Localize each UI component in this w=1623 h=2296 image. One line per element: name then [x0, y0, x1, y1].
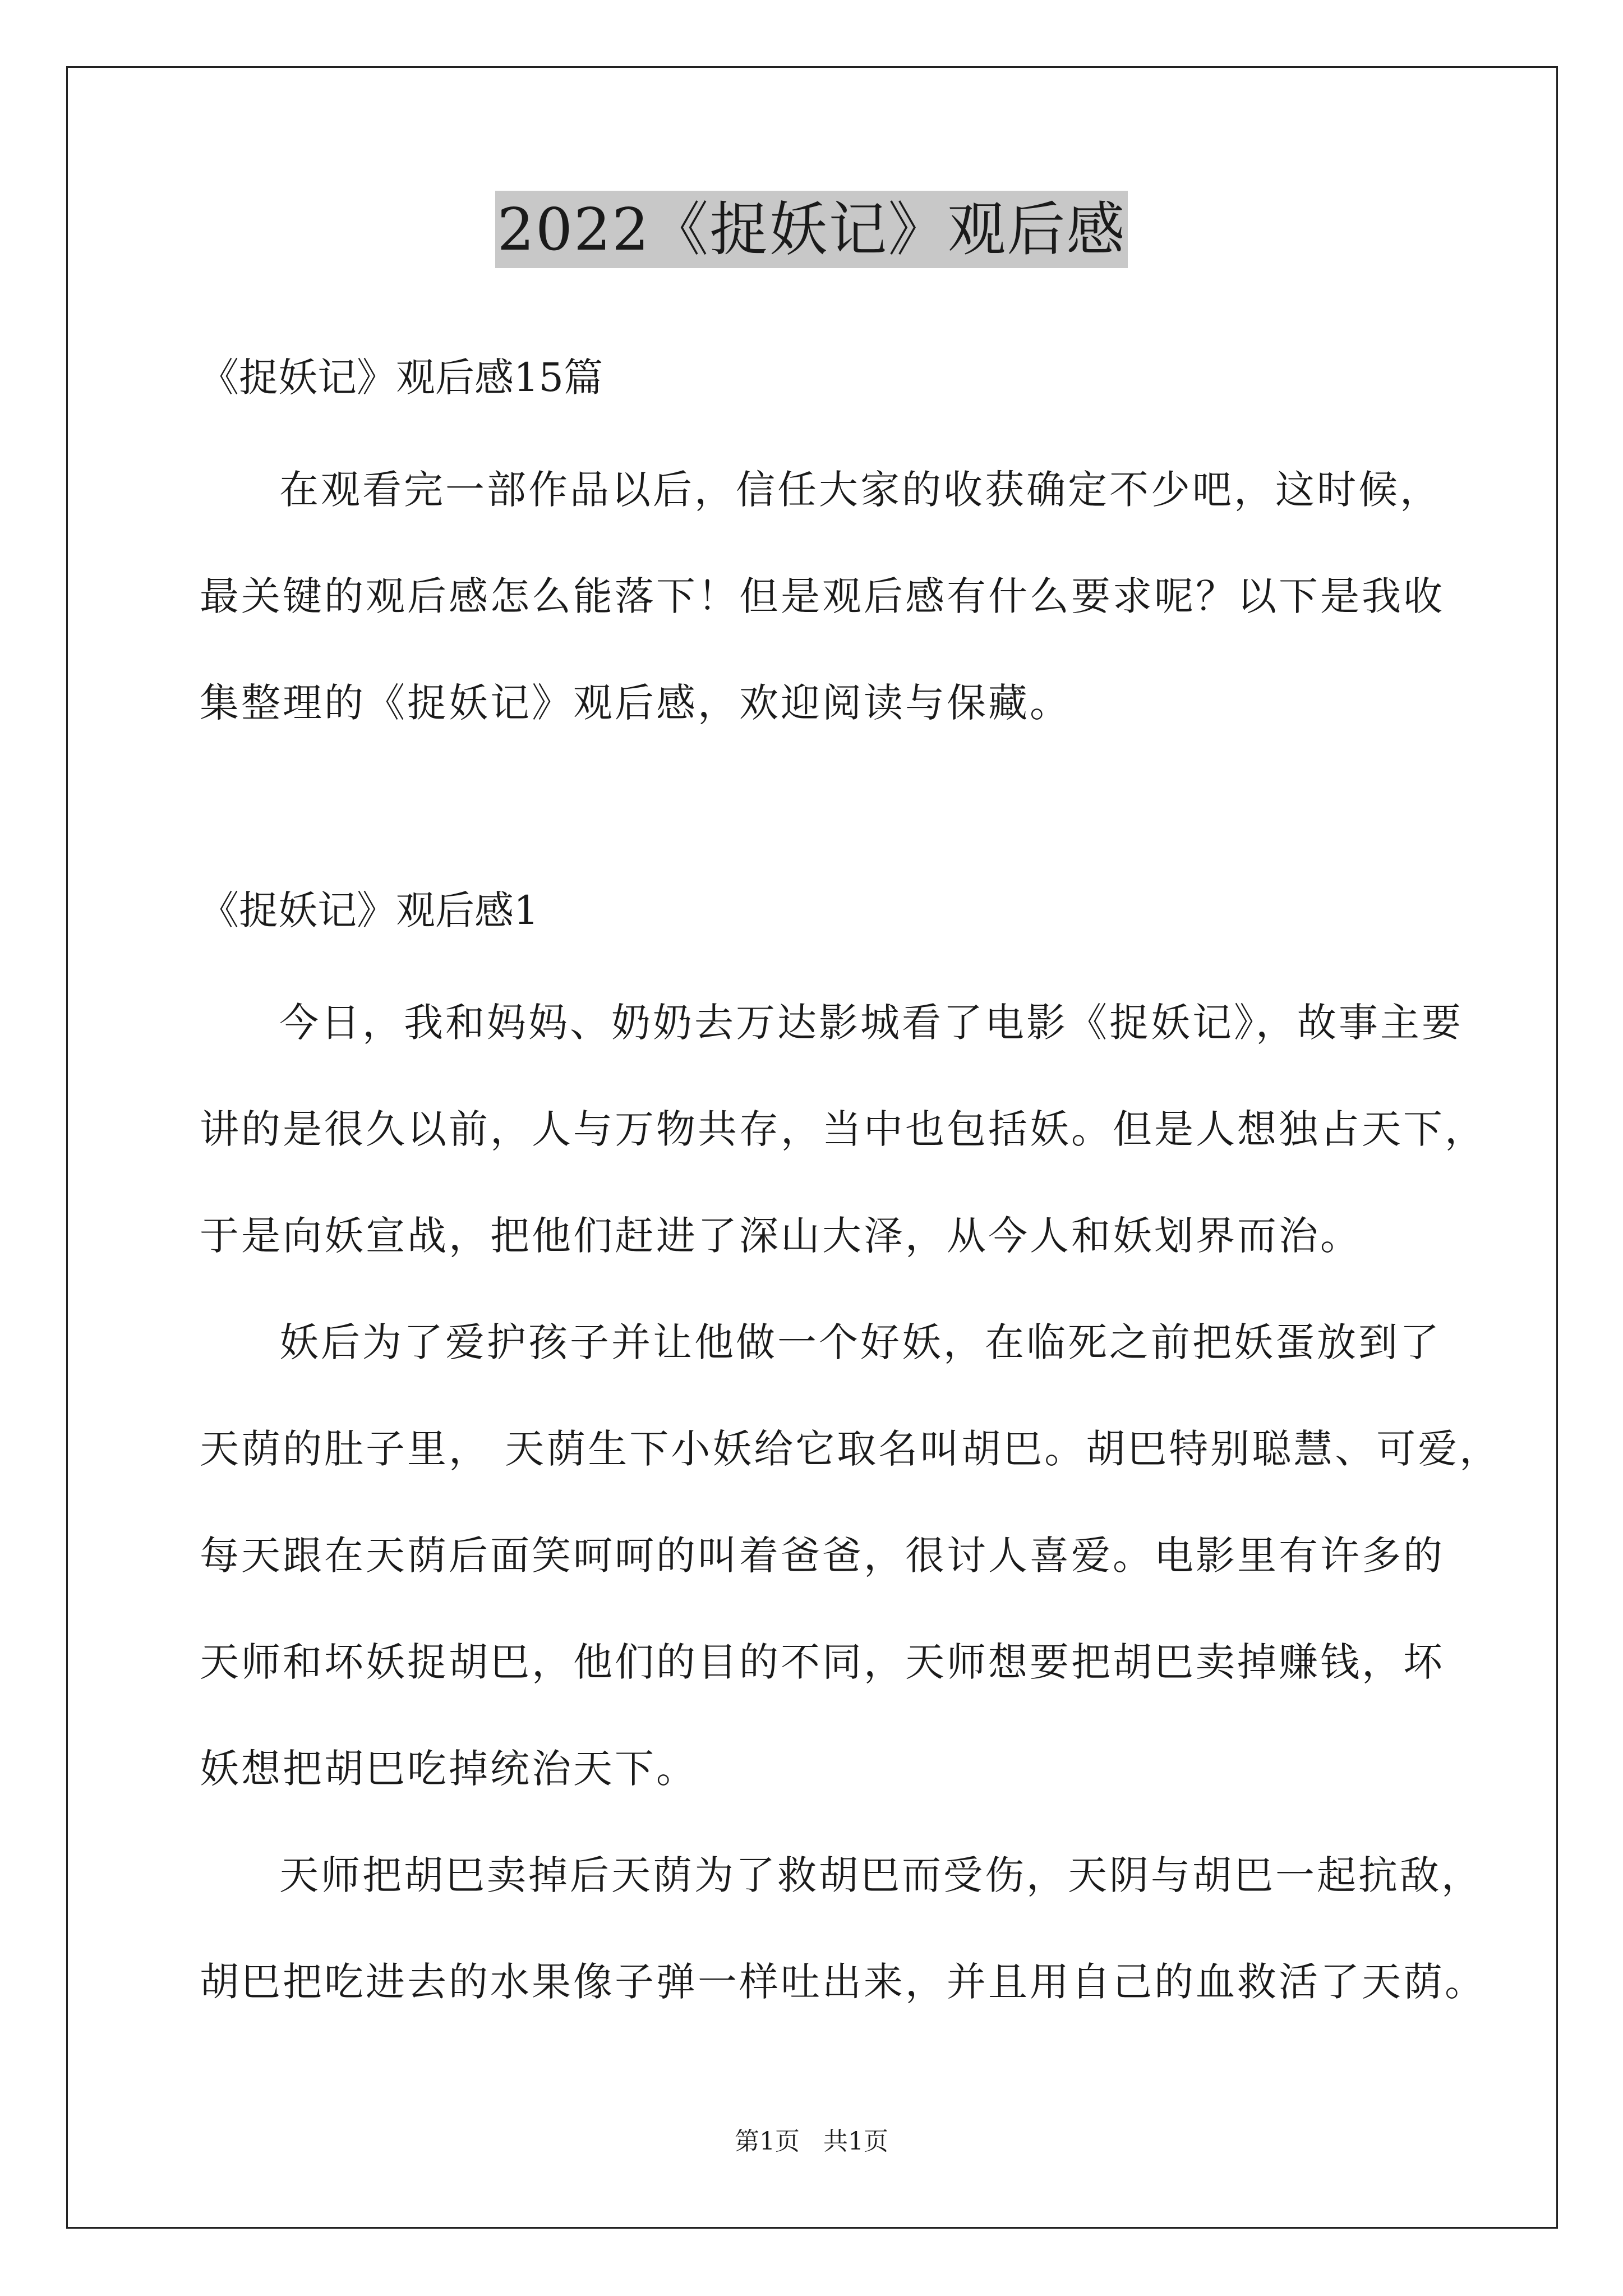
- document-title: 2022《捉妖记》观后感: [495, 191, 1128, 268]
- paragraph-line: 天师把胡巴卖掉后天荫为了救胡巴而受伤，天阴与胡巴一起抗敌，: [279, 1852, 1483, 1898]
- paragraph-line: 天荫的肚子里， 天荫生下小妖给它取名叫胡巴。胡巴特别聪慧、可爱，: [200, 1426, 1501, 1472]
- paragraph-line: 天师和坏妖捉胡巴，他们的目的不同，天师想要把胡巴卖掉赚钱，坏: [200, 1639, 1445, 1685]
- intro-line: 最关键的观后感怎么能落下！但是观后感有什么要求呢？以下是我收: [200, 573, 1445, 619]
- paragraph-line: 讲的是很久以前，人与万物共存，当中也包括妖。但是人想独占天下，: [200, 1106, 1486, 1152]
- paragraph-line: 妖后为了爱护孩子并让他做一个好妖，在临死之前把妖蛋放到了: [279, 1319, 1441, 1365]
- paragraph-line: 每天跟在天荫后面笑呵呵的叫着爸爸，很讨人喜爱。电影里有许多的: [200, 1533, 1445, 1579]
- title-container: [0, 191, 1623, 268]
- page-footer: 第1页 共1页: [735, 2127, 888, 2156]
- paragraph-line: 妖想把胡巴吃掉统治天下。: [200, 1746, 698, 1792]
- paragraph-line: 于是向妖宣战，把他们赶进了深山大泽，从今人和妖划界而治。: [200, 1213, 1362, 1259]
- paragraph-line: 今日，我和妈妈、奶奶去万达影城看了电影《捉妖记》，故事主要: [279, 1000, 1463, 1046]
- paragraph-line: 胡巴把吃进去的水果像子弹一样吐出来，并且用自己的血救活了天荫。: [200, 1959, 1486, 2005]
- section-heading: 《捉妖记》观后感1: [200, 887, 539, 933]
- intro-line: 集整理的《捉妖记》观后感，欢迎阅读与保藏。: [200, 680, 1071, 726]
- intro-line: 在观看完一部作品以后，信任大家的收获确定不少吧，这时候，: [279, 467, 1441, 513]
- document-subtitle: 《捉妖记》观后感15篇: [200, 355, 603, 401]
